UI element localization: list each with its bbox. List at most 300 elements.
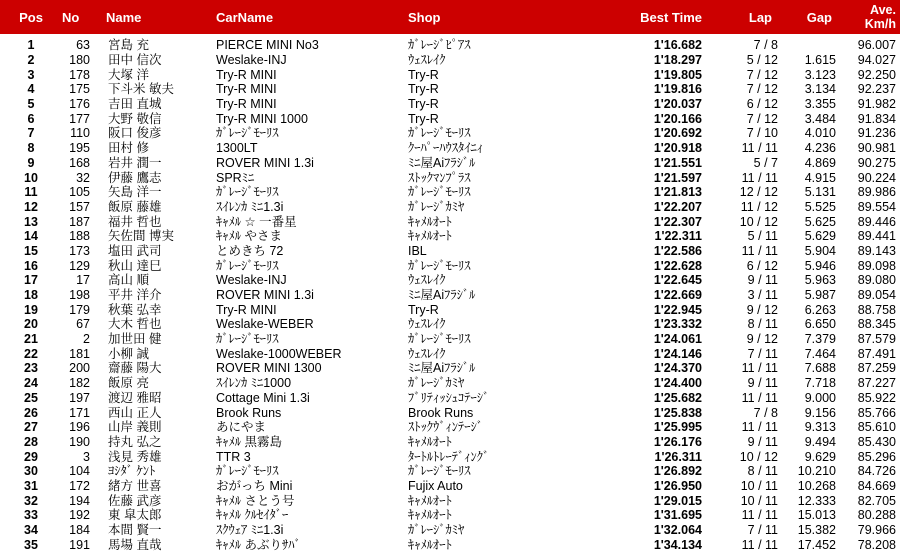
cell-carname: ｷｬﾒﾙ ☆ 一番星 (216, 214, 297, 229)
cell-no: 179 (69, 302, 90, 317)
cell-gap: 9.494 (804, 434, 836, 449)
table-row (0, 288, 900, 303)
cell-carname: Try-R MINI (216, 302, 277, 317)
table-row (0, 170, 900, 185)
cell-gap: 7.718 (804, 376, 836, 391)
cell-pos: 26 (24, 405, 38, 420)
cell-no: 188 (69, 229, 90, 244)
cell-name: 馬場 直哉 (108, 537, 162, 552)
cell-no: 198 (69, 288, 90, 303)
cell-ave: 94.027 (857, 53, 896, 68)
cell-best-time: 1'19.805 (653, 67, 702, 82)
cell-lap: 5 / 11 (747, 229, 778, 244)
cell-name: 加世田 健 (108, 332, 162, 347)
table-row (0, 449, 900, 464)
cell-gap: 6.650 (804, 317, 836, 332)
cell-no: 129 (69, 258, 90, 273)
cell-lap: 5 / 12 (746, 53, 778, 68)
cell-pos: 13 (24, 214, 38, 229)
cell-shop: ｽﾄｯｸｳﾞｨﾝﾃｰｼﾞ (408, 420, 484, 435)
header-no: No (62, 9, 80, 25)
cell-carname: ｶﾞﾚｰｼﾞﾓｰﾘｽ (216, 185, 279, 200)
cell-pos: 9 (27, 155, 35, 170)
cell-name: 福井 哲也 (108, 214, 162, 229)
cell-name: 渡辺 雅昭 (108, 390, 162, 405)
cell-carname: PIERCE MINI No3 (216, 38, 319, 53)
cell-ave: 89.554 (857, 199, 896, 214)
table-row (0, 126, 900, 141)
cell-best-time: 1'22.945 (653, 302, 702, 317)
cell-carname: Brook Runs (216, 405, 282, 420)
header-best-time: Best Time (640, 9, 702, 25)
cell-no: 184 (69, 523, 90, 538)
table-row (0, 229, 900, 244)
cell-lap: 9 / 11 (747, 376, 778, 391)
cell-gap: 10.268 (797, 478, 836, 493)
cell-name: 宮島 充 (108, 38, 149, 53)
cell-ave: 90.275 (857, 155, 896, 170)
cell-pos: 14 (24, 229, 38, 244)
cell-gap: 3.484 (804, 111, 836, 126)
table-row (0, 258, 900, 273)
cell-no: 17 (76, 273, 90, 288)
cell-gap: 12.333 (797, 493, 836, 508)
cell-name: 矢佐間 博実 (108, 229, 174, 244)
cell-lap: 11 / 11 (741, 361, 778, 376)
cell-carname: ｷｬﾒﾙ 黒霧島 (216, 434, 282, 449)
cell-best-time: 1'31.695 (653, 508, 702, 523)
table-row (0, 67, 900, 82)
table-row (0, 34, 900, 53)
cell-carname: とめきち 72 (216, 243, 284, 258)
cell-best-time: 1'24.146 (653, 346, 702, 361)
cell-pos: 32 (24, 493, 38, 508)
cell-name: 田中 信次 (108, 53, 162, 68)
cell-ave: 85.430 (857, 434, 896, 449)
table-row (0, 244, 900, 259)
cell-best-time: 1'29.015 (653, 493, 702, 508)
cell-lap: 11 / 11 (741, 537, 778, 552)
cell-shop: Try-R (408, 67, 439, 82)
cell-ave: 92.237 (857, 82, 896, 97)
cell-best-time: 1'22.586 (653, 243, 702, 258)
cell-shop: ｷｬﾒﾙｵｰﾄ (408, 537, 452, 552)
cell-lap: 7 / 10 (746, 126, 778, 141)
cell-carname: ｷｬﾒﾙ あぶりｻﾊﾞ (216, 537, 301, 552)
cell-name: 本間 賢一 (108, 523, 162, 538)
cell-lap: 11 / 11 (741, 243, 778, 258)
cell-carname: 1300LT (216, 141, 258, 156)
cell-lap: 5 / 7 (753, 155, 778, 170)
cell-carname: Weslake-INJ (216, 53, 287, 68)
cell-no: 190 (69, 434, 90, 449)
cell-best-time: 1'22.207 (653, 199, 702, 214)
cell-lap: 7 / 8 (753, 38, 778, 53)
cell-shop: ｷｬﾒﾙｵｰﾄ (408, 434, 452, 449)
cell-best-time: 1'23.332 (653, 317, 702, 332)
cell-name: 大野 敬信 (108, 111, 162, 126)
cell-pos: 4 (27, 82, 35, 97)
cell-shop: ｷｬﾒﾙｵｰﾄ (408, 229, 452, 244)
cell-name: 高山 順 (108, 273, 149, 288)
header-shop: Shop (408, 9, 441, 25)
cell-ave: 87.579 (857, 332, 896, 347)
table-row (0, 317, 900, 332)
cell-lap: 11 / 11 (741, 508, 778, 523)
cell-pos: 28 (24, 434, 38, 449)
cell-shop: Fujix Auto (408, 478, 463, 493)
cell-ave: 85.922 (857, 390, 896, 405)
cell-gap: 4.869 (804, 155, 836, 170)
cell-best-time: 1'18.297 (653, 53, 702, 68)
cell-ave: 89.098 (857, 258, 896, 273)
cell-best-time: 1'22.645 (653, 273, 702, 288)
cell-shop: Brook Runs (408, 405, 474, 420)
cell-shop: ｷｬﾒﾙｵｰﾄ (408, 508, 452, 523)
cell-pos: 25 (24, 390, 38, 405)
header-pos: Pos (19, 9, 43, 25)
table-row (0, 376, 900, 391)
cell-ave: 85.610 (857, 420, 896, 435)
cell-lap: 12 / 12 (739, 185, 778, 200)
table-row (0, 346, 900, 361)
cell-pos: 15 (24, 243, 38, 258)
table-row (0, 141, 900, 156)
cell-best-time: 1'25.682 (653, 390, 702, 405)
cell-lap: 8 / 11 (747, 464, 778, 479)
results-body (0, 34, 900, 552)
cell-shop: ｳｪｽﾚｲｸ (408, 53, 446, 68)
cell-gap: 5.963 (804, 273, 836, 288)
cell-best-time: 1'20.692 (653, 126, 702, 141)
cell-pos: 17 (24, 273, 38, 288)
cell-carname: TTR 3 (216, 449, 251, 464)
cell-lap: 7 / 12 (746, 82, 778, 97)
cell-ave: 89.986 (857, 185, 896, 200)
cell-no: 195 (69, 141, 90, 156)
cell-no: 3 (83, 449, 90, 464)
cell-name: 大木 哲也 (108, 317, 162, 332)
table-row (0, 435, 900, 450)
cell-no: 2 (83, 332, 90, 347)
cell-best-time: 1'20.166 (653, 111, 702, 126)
cell-gap: 5.987 (804, 288, 836, 303)
cell-lap: 3 / 11 (747, 288, 778, 303)
cell-gap: 5.904 (804, 243, 836, 258)
cell-best-time: 1'25.838 (653, 405, 702, 420)
cell-pos: 19 (24, 302, 38, 317)
cell-gap: 9.629 (804, 449, 836, 464)
cell-carname: ROVER MINI 1300 (216, 361, 322, 376)
cell-no: 197 (69, 390, 90, 405)
cell-shop: Try-R (408, 82, 439, 97)
cell-lap: 9 / 12 (746, 302, 778, 317)
cell-lap: 6 / 12 (746, 97, 778, 112)
cell-gap: 1.615 (804, 53, 836, 68)
cell-best-time: 1'26.892 (653, 464, 702, 479)
cell-name: 東 皐太郎 (108, 508, 162, 523)
cell-lap: 10 / 11 (740, 493, 778, 508)
cell-ave: 85.766 (857, 405, 896, 420)
cell-no: 110 (70, 126, 90, 141)
cell-no: 200 (69, 361, 90, 376)
cell-name: 下斗米 敏夫 (108, 82, 174, 97)
table-row (0, 185, 900, 200)
cell-gap: 9.000 (804, 390, 836, 405)
cell-ave: 89.441 (857, 229, 896, 244)
cell-lap: 6 / 12 (746, 258, 778, 273)
cell-ave: 79.966 (857, 523, 896, 538)
cell-lap: 9 / 11 (747, 273, 778, 288)
cell-ave: 92.250 (857, 67, 896, 82)
cell-name: 緒方 世喜 (108, 478, 162, 493)
cell-name: 佐藤 武彦 (108, 493, 162, 508)
table-row (0, 405, 900, 420)
cell-lap: 11 / 11 (741, 390, 778, 405)
cell-gap: 4.010 (804, 126, 836, 141)
cell-pos: 22 (24, 346, 38, 361)
table-row (0, 464, 900, 479)
cell-lap: 11 / 12 (740, 199, 778, 214)
header-ave-line2: Km/h (864, 17, 896, 31)
cell-lap: 7 / 8 (753, 405, 778, 420)
table-row (0, 508, 900, 523)
cell-pos: 10 (24, 170, 38, 185)
cell-no: 67 (76, 317, 90, 332)
cell-gap: 7.379 (804, 332, 836, 347)
table-row (0, 391, 900, 406)
cell-pos: 23 (24, 361, 38, 376)
cell-ave: 91.236 (857, 126, 896, 141)
table-row (0, 156, 900, 171)
cell-lap: 10 / 12 (739, 449, 778, 464)
cell-no: 105 (69, 185, 90, 200)
cell-no: 104 (69, 464, 90, 479)
cell-pos: 7 (27, 126, 35, 141)
cell-ave: 89.054 (857, 288, 896, 303)
cell-carname: SPRﾐﾆ (216, 170, 255, 185)
cell-carname: ｷｬﾒﾙ やさま (216, 229, 282, 244)
cell-gap (782, 34, 840, 53)
cell-carname: Try-R MINI 1000 (216, 111, 308, 126)
cell-carname: ｶﾞﾚｰｼﾞﾓｰﾘｽ (216, 258, 279, 273)
cell-gap: 5.629 (804, 229, 836, 244)
cell-ave: 84.726 (857, 464, 896, 479)
cell-best-time: 1'24.061 (653, 332, 702, 347)
cell-carname: ｶﾞﾚｰｼﾞﾓｰﾘｽ (216, 332, 279, 347)
cell-carname: Weslake-INJ (216, 273, 287, 288)
cell-carname: Try-R MINI (216, 97, 277, 112)
cell-no: 63 (76, 38, 90, 53)
cell-pos: 29 (24, 449, 38, 464)
cell-pos: 20 (24, 317, 38, 332)
cell-lap: 9 / 11 (747, 434, 778, 449)
cell-pos: 33 (24, 508, 38, 523)
cell-shop: IBL (408, 243, 427, 258)
cell-no: 173 (69, 243, 90, 258)
cell-best-time: 1'32.064 (653, 523, 702, 538)
header-row (0, 0, 900, 34)
cell-shop: ｶﾞﾚｰｼﾞﾓｰﾘｽ (408, 185, 471, 200)
cell-best-time: 1'26.311 (654, 449, 702, 464)
cell-gap: 7.688 (804, 361, 836, 376)
cell-gap: 15.013 (797, 508, 836, 523)
cell-gap: 3.134 (804, 82, 836, 97)
cell-no: 176 (69, 97, 90, 112)
cell-gap: 3.123 (804, 67, 836, 82)
cell-gap: 9.313 (804, 420, 836, 435)
cell-gap: 5.131 (804, 185, 836, 200)
cell-pos: 16 (24, 258, 38, 273)
cell-pos: 34 (24, 523, 38, 538)
cell-best-time: 1'20.918 (653, 141, 702, 156)
cell-name: 浅見 秀雄 (108, 449, 162, 464)
cell-no: 187 (69, 214, 90, 229)
cell-ave: 91.982 (857, 97, 896, 112)
cell-pos: 35 (24, 537, 38, 552)
cell-best-time: 1'22.307 (653, 214, 702, 229)
cell-carname: ｽｲﾚﾝｶ ﾐﾆ1000 (216, 376, 292, 391)
cell-name: 飯原 藤雄 (108, 199, 162, 214)
cell-best-time: 1'21.551 (653, 155, 702, 170)
cell-pos: 31 (24, 478, 38, 493)
cell-carname: あにやま (216, 420, 267, 435)
cell-no: 175 (69, 82, 90, 97)
cell-no: 182 (69, 376, 90, 391)
cell-shop: ｸｰﾊﾟｰﾊｳｽﾀｲﾆｨ (408, 141, 484, 156)
cell-shop: ｳｪｽﾚｲｸ (408, 317, 446, 332)
cell-carname: ｶﾞﾚｰｼﾞﾓｰﾘｽ (216, 464, 279, 479)
cell-gap: 10.210 (797, 464, 836, 479)
cell-carname: ｽｲﾚﾝｶ ﾐﾆ1.3i (216, 199, 284, 214)
table-row (0, 493, 900, 508)
cell-best-time: 1'26.950 (653, 478, 702, 493)
cell-best-time: 1'16.682 (653, 38, 702, 53)
cell-carname: ROVER MINI 1.3i (216, 155, 314, 170)
cell-ave: 80.288 (857, 508, 896, 523)
cell-gap: 3.355 (804, 97, 836, 112)
header-name: Name (106, 9, 142, 25)
table-row (0, 273, 900, 288)
cell-ave: 96.007 (857, 38, 896, 53)
cell-ave: 87.227 (857, 376, 896, 391)
cell-gap: 5.625 (804, 214, 836, 229)
cell-best-time: 1'21.813 (653, 185, 702, 200)
cell-shop: ｶﾞﾚｰｼﾞﾓｰﾘｽ (408, 332, 471, 347)
cell-pos: 8 (27, 141, 35, 156)
cell-name: 平井 洋介 (108, 288, 162, 303)
table-row (0, 53, 900, 68)
header-carname: CarName (216, 9, 274, 25)
cell-lap: 8 / 11 (747, 317, 778, 332)
cell-name: 岩井 潤一 (108, 155, 162, 170)
cell-no: 32 (76, 170, 90, 185)
header-ave (840, 0, 900, 34)
cell-name: ﾖｼﾀﾞ ｹﾝﾄ (108, 464, 156, 479)
cell-name: 山岸 義則 (108, 420, 162, 435)
table-row (0, 537, 900, 552)
cell-shop: ｽﾄｯｸﾏﾝﾌﾟﾗｽ (408, 170, 471, 185)
cell-carname: Weslake-WEBER (216, 317, 314, 332)
cell-shop: ｶﾞﾚｰｼﾞｶﾐﾔ (408, 523, 465, 538)
cell-name: 塩田 武司 (108, 243, 162, 258)
cell-gap: 5.946 (804, 258, 836, 273)
cell-no: 192 (69, 508, 90, 523)
cell-carname: Try-R MINI (216, 82, 277, 97)
cell-ave: 87.491 (857, 346, 896, 361)
cell-pos: 3 (27, 67, 35, 82)
cell-ave: 88.345 (857, 317, 896, 332)
cell-lap: 7 / 12 (746, 111, 778, 126)
header-gap: Gap (806, 9, 832, 25)
cell-lap: 10 / 11 (740, 478, 778, 493)
cell-name: 飯原 亮 (108, 376, 149, 391)
header-ave-line1: Ave. (870, 3, 896, 17)
header-lap: Lap (748, 9, 772, 25)
cell-lap: 10 / 12 (739, 214, 778, 229)
cell-ave: 89.143 (857, 243, 896, 258)
cell-shop: ﾀｰﾄﾙﾄﾚｰﾃﾞｨﾝｸﾞ (408, 449, 490, 464)
cell-best-time: 1'22.628 (653, 258, 702, 273)
cell-no: 180 (69, 53, 90, 68)
cell-shop: ｶﾞﾚｰｼﾞｶﾐﾔ (408, 199, 465, 214)
table-row (0, 361, 900, 376)
table-row (0, 200, 900, 215)
table-row (0, 82, 900, 97)
cell-pos: 21 (24, 332, 38, 347)
cell-name: 秋葉 弘幸 (108, 302, 162, 317)
cell-shop: ﾐﾆ屋Aiﾌﾗｼﾞﾙ (408, 361, 476, 376)
cell-shop: ｳｪｽﾚｲｸ (408, 346, 446, 361)
cell-gap: 4.915 (804, 170, 836, 185)
table-row (0, 420, 900, 435)
cell-best-time: 1'22.669 (653, 288, 702, 303)
cell-best-time: 1'21.597 (653, 170, 702, 185)
cell-best-time: 1'25.995 (653, 420, 702, 435)
table-row (0, 302, 900, 317)
cell-name: 持丸 弘之 (108, 434, 162, 449)
table-row (0, 97, 900, 112)
cell-shop: Try-R (408, 111, 439, 126)
cell-carname: ROVER MINI 1.3i (216, 288, 314, 303)
cell-lap: 11 / 11 (741, 170, 778, 185)
cell-shop: ｶﾞﾚｰｼﾞﾓｰﾘｽ (408, 126, 471, 141)
cell-no: 168 (69, 155, 90, 170)
cell-lap: 7 / 11 (747, 523, 778, 538)
cell-carname: ｷｬﾒﾙ ｸﾙｾｲﾀﾞｰ (216, 508, 289, 523)
cell-pos: 2 (27, 53, 35, 68)
cell-pos: 11 (24, 185, 38, 200)
cell-carname: Weslake-1000WEBER (216, 346, 342, 361)
cell-ave: 88.758 (857, 302, 896, 317)
cell-best-time: 1'22.311 (654, 229, 702, 244)
cell-name: 阪口 俊彦 (108, 126, 162, 141)
cell-pos: 6 (27, 111, 35, 126)
cell-gap: 15.382 (797, 523, 836, 538)
cell-no: 194 (69, 493, 90, 508)
cell-no: 171 (69, 405, 90, 420)
cell-shop: ｶﾞﾚｰｼﾞﾓｰﾘｽ (408, 258, 471, 273)
cell-shop: ｷｬﾒﾙｵｰﾄ (408, 214, 452, 229)
cell-no: 172 (69, 478, 90, 493)
cell-pos: 18 (24, 288, 38, 303)
cell-no: 177 (69, 111, 90, 126)
cell-shop: ｷｬﾒﾙｵｰﾄ (408, 493, 452, 508)
cell-name: 伊藤 鷹志 (108, 170, 162, 185)
cell-best-time: 1'20.037 (653, 97, 702, 112)
cell-no: 157 (69, 199, 90, 214)
cell-no: 196 (69, 420, 90, 435)
